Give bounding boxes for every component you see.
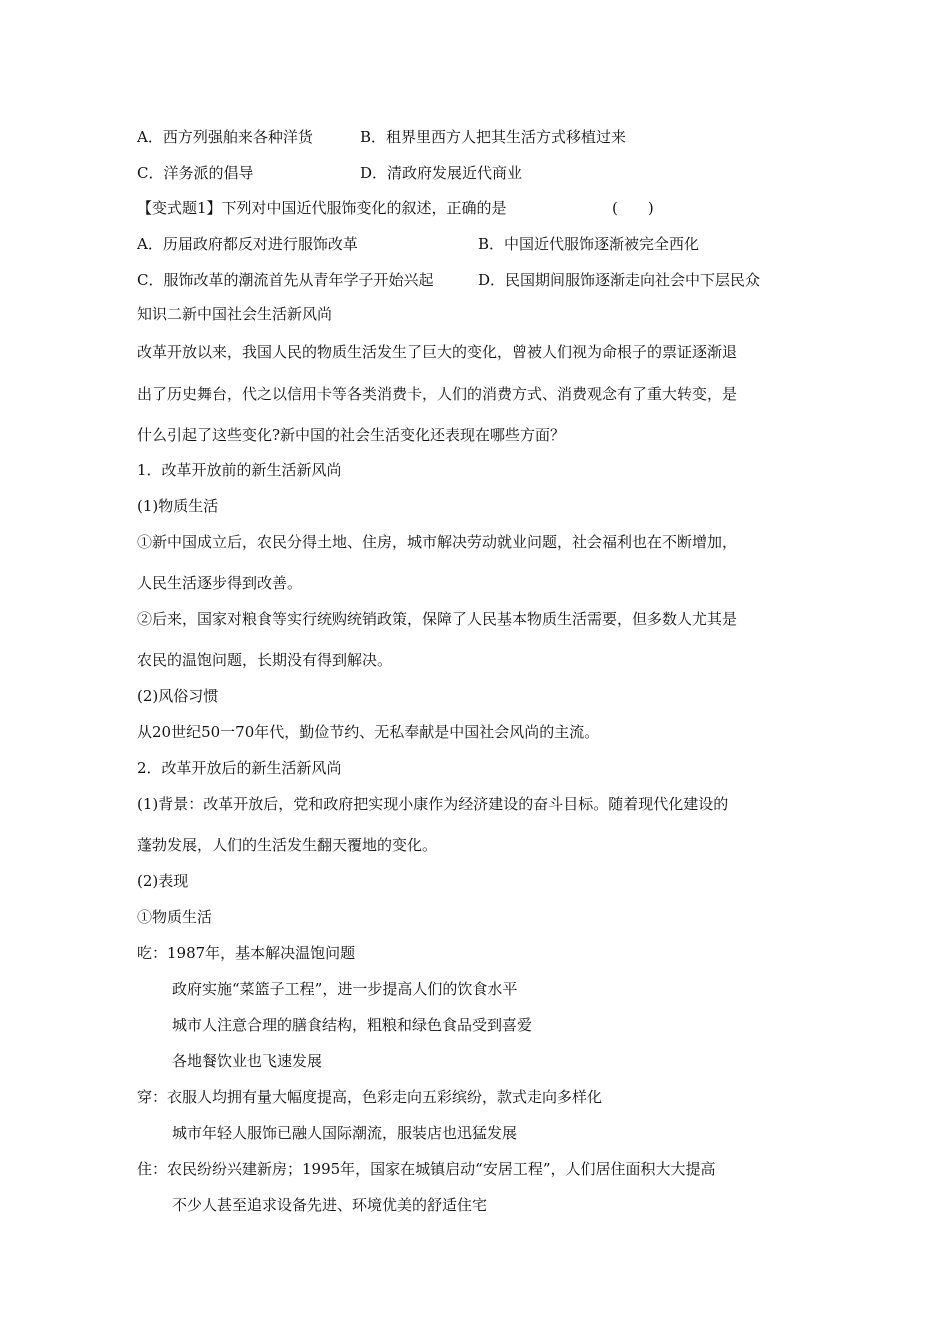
part1-item2-line: 农民的温饱问题，长期没有得到解决。: [137, 651, 393, 669]
part1-sub1: (1)物质生活: [137, 497, 219, 515]
part2-material: ①物质生活: [137, 908, 213, 926]
option-d-prev: D．清政府发展近代商业: [360, 164, 523, 182]
intro-line: 出了历史舞台，代之以信用卡等各类消费卡，人们的消费方式、消费观念有了重大转变，是: [137, 385, 738, 403]
variant-option-b: B．中国近代服饰逐渐被完全西化: [478, 235, 700, 253]
section-title: 知识二新中国社会生活新风尚: [137, 305, 333, 323]
option-a-prev: A．西方列强舶来各种洋货: [137, 128, 313, 146]
wear-line: 城市年轻人服饰已融人国际潮流，服装店也迅猛发展: [172, 1124, 518, 1142]
part2-title: 2．改革开放后的新生活新风尚: [137, 759, 342, 777]
variant-option-d: D．民国期间服饰逐渐走向社会中下层民众: [478, 271, 761, 289]
intro-line: 什么引起了这些变化?新中国的社会生活变化还表现在哪些方面？: [137, 426, 566, 444]
part2-sub2: (2)表现: [137, 872, 189, 890]
variant-question: 【变式题1】下列对中国近代服饰变化的叙述，正确的是: [137, 199, 507, 217]
variant-option-c: C．服饰改革的潮流首先从青年学子开始兴起: [137, 271, 434, 289]
intro-line: 改革开放以来，我国人民的物质生活发生了巨大的变化，曾被人们视为命根子的票证逐渐退: [137, 343, 738, 361]
part1-item1-line: 人民生活逐步得到改善。: [137, 574, 303, 592]
live-line: 住：农民纷纷兴建新房；1995年，国家在城镇启动“安居工程”，人们居住面积大大提高: [137, 1160, 716, 1178]
live-line: 不少人甚至追求设备先进、环境优美的舒适住宅: [172, 1196, 488, 1214]
eat-line: 各地餐饮业也飞速发展: [172, 1052, 323, 1070]
eat-line: 吃：1987年，基本解决温饱问题: [137, 944, 356, 962]
part2-background-line: (1)背景：改革开放后，党和政府把实现小康作为经济建设的奋斗目标。随着现代化建设的: [137, 795, 729, 813]
part2-background-line: 蓬勃发展，人们的生活发生翻天覆地的变化。: [137, 836, 438, 854]
wear-line: 穿：衣服人均拥有量大幅度提高，色彩走向五彩缤纷，款式走向多样化: [137, 1088, 603, 1106]
part1-customs: 从20世纪50一70年代，勤俭节约、无私奉献是中国社会风尚的主流。: [137, 723, 600, 741]
variant-option-a: A．历届政府都反对进行服饰改革: [137, 235, 358, 253]
part1-item1-line: ①新中国成立后，农民分得土地、住房，城市解决劳动就业问题，社会福利也在不断增加，: [137, 533, 738, 551]
part1-sub2: (2)风俗习惯: [137, 687, 219, 705]
option-c-prev: C．洋务派的倡导: [137, 164, 254, 182]
answer-blank: ( ): [612, 199, 654, 217]
part1-item2-line: ②后来，国家对粮食等实行统购统销政策，保障了人民基本物质生活需要，但多数人尤其是: [137, 610, 738, 628]
option-b-prev: B．租界里西方人把其生活方式移植过来: [360, 128, 627, 146]
part1-title: 1．改革开放前的新生活新风尚: [137, 461, 342, 479]
eat-line: 城市人注意合理的膳食结构，粗粮和绿色食品受到喜爱: [172, 1016, 533, 1034]
eat-line: 政府实施“菜篮子工程”，进一步提高人们的饮食水平: [172, 980, 518, 998]
